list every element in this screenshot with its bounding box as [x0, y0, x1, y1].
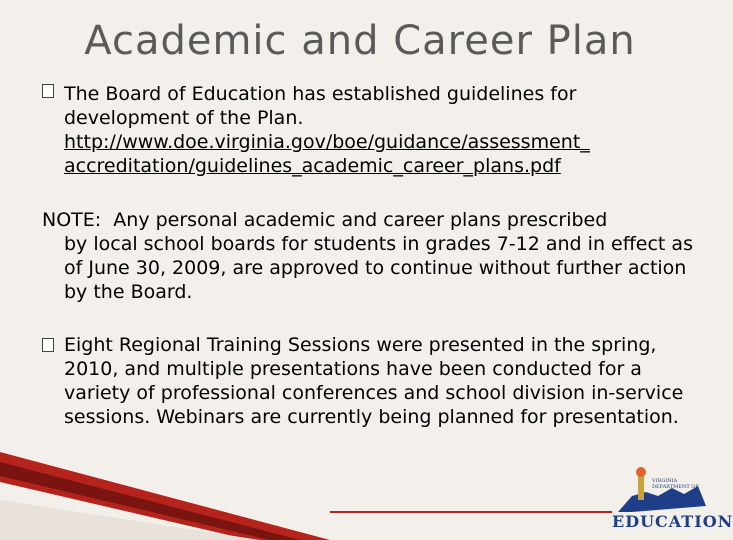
bullet-2-text: Eight Regional Training Sessions were presented in the spring, 2010, and multiple presentations have been conducted for a variety of professional conferences and school division in-service sessions. Webinars are currently being planned for presentation. — [64, 334, 684, 428]
logo-subtitle: VIRGINIA DEPARTMENT OF — [652, 478, 699, 490]
slide-title: Academic and Career Plan — [84, 18, 636, 64]
bullet-box-icon — [42, 84, 54, 98]
bullet-1-body: The Board of Education has established guidelines for development of the Plan. — [64, 83, 577, 129]
note-body: by local school boards for students in grades 7-12 and in effect as of June 30, 2009, are approved to continue without further action by the Board. — [64, 233, 693, 303]
bullet-1-text — [64, 82, 684, 178]
note-line-1: Any personal academic and career plans prescribed — [113, 209, 608, 231]
guidelines-link[interactable] — [64, 131, 590, 177]
vdoe-logo — [612, 466, 733, 536]
note-paragraph — [42, 208, 702, 304]
logo-name: EDUCATION — [612, 512, 733, 531]
virginia-map-icon — [612, 466, 708, 516]
guidelines-link-line-1[interactable]: http://www.doe.virginia.gov/boe/guidance/assessment_ — [64, 131, 590, 153]
note-label: NOTE: — [42, 209, 102, 231]
bullet-box-icon — [42, 338, 54, 352]
guidelines-link-line-2[interactable]: accreditation/guidelines_academic_career_plans.pdf — [64, 155, 561, 177]
